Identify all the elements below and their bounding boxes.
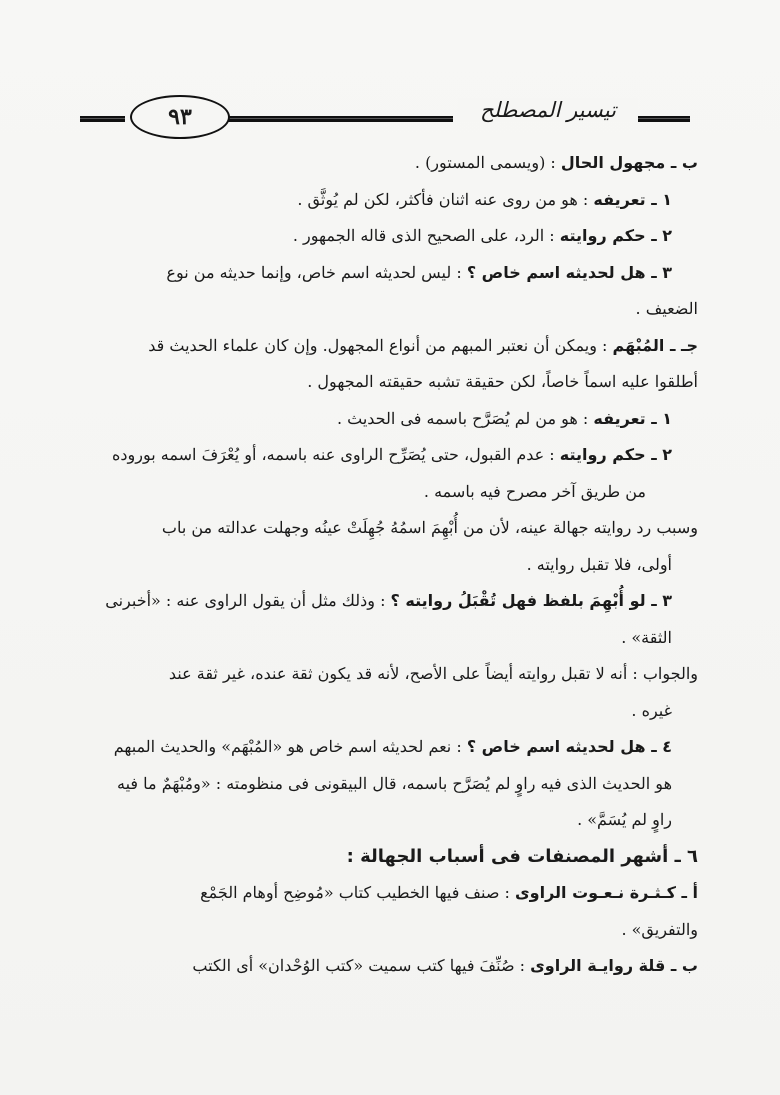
text-line: [80, 510, 698, 547]
line-lead: ٣ ـ لو أُبْهِمَ بلفظ فهل تُقْبَلُ روايته ؟: [390, 591, 672, 610]
text-line: [80, 729, 698, 766]
line-text: أولى، فلا تقبل روايته .: [526, 554, 672, 574]
text-line: [80, 218, 698, 255]
line-text: : هو من روى عنه اثنان فأكثر، لكن لم يُوثَّق .: [297, 189, 594, 209]
text-line: [80, 255, 698, 292]
text-line: [80, 474, 698, 511]
text-line: [80, 145, 698, 182]
text-line: [80, 547, 698, 584]
text-line: [80, 912, 698, 949]
text-line: [80, 437, 698, 474]
line-text: : وذلك مثل أن يقول الراوى عنه : «أخبرنى: [105, 591, 391, 610]
line-text: : عدم القبول، حتى يُصَرِّح الراوى عنه باسمه، أو يُعْرَفَ اسمه بوروده: [112, 445, 560, 464]
line-lead: أ ـ كـثـرة نـعـوت الراوى: [514, 883, 698, 902]
line-text: هو الحديث الذى فيه راوٍ لم يُصَرَّح باسمه، قال البيقونى فى منظومته : «ومُبْهَمٌ ما فيه: [117, 773, 672, 793]
text-line: [80, 656, 698, 693]
text-line: [80, 401, 698, 438]
line-lead: ٢ ـ حكم روايته: [559, 226, 672, 245]
line-lead: ١ ـ تعريفه: [593, 189, 672, 209]
line-text: والجواب : أنه لا تقبل روايته أيضاً على الأصح، لأنه قد يكون ثقة عنده، غير ثقة عند: [168, 664, 698, 683]
line-text: والتفريق» .: [621, 919, 698, 939]
line-text: : (ويسمى المستور) .: [414, 153, 561, 172]
line-text: : صنف فيها الخطيب كتاب «مُوضِح أوهام الجَمْع: [200, 883, 515, 902]
line-text: راوٍ لم يُسَمَّ» .: [577, 810, 672, 829]
line-text: : صُنِّفَ فيها كتب سميت «كتب الوُحْدان» أى الكتب: [192, 956, 531, 975]
line-text: : نعم لحديثه اسم خاص هو «المُبْهَم» والحديث المبهم: [113, 737, 467, 756]
running-title: تيسير المصطلح: [458, 98, 638, 122]
line-text: وسبب رد روايته جهالة عينه، لأن من أُبْهِمَ اسمُهُ جُهِلَتْ عينُه وجهلت عدالته من باب: [161, 518, 698, 537]
line-lead: ب ـ مجهول الحال: [560, 153, 698, 172]
text-line: [80, 583, 698, 620]
line-lead: ١ ـ تعريفه: [593, 408, 672, 428]
line-text: من طريق آخر مصرح فيه باسمه .: [423, 481, 646, 501]
page-header: [80, 92, 700, 142]
body-text: [80, 145, 698, 985]
text-line: [80, 948, 698, 985]
line-text: : ليس لحديثه اسم خاص، وإنما حديثه من نوع: [166, 262, 467, 282]
line-text: الضعيف .: [635, 299, 698, 318]
text-line: [80, 291, 698, 328]
line-lead: ٤ ـ هل لحديثه اسم خاص ؟: [466, 737, 672, 756]
text-line: [80, 875, 698, 912]
section-heading: [80, 839, 698, 876]
line-text: غيره .: [631, 700, 672, 720]
text-line: [80, 182, 698, 219]
line-text: : الرد، على الصحيح الذى قاله الجمهور .: [292, 226, 560, 245]
line-lead: جـ ـ المُبْهَم: [612, 335, 698, 355]
line-text: الثقة» .: [621, 627, 672, 647]
text-line: [80, 364, 698, 401]
line-lead: ب ـ قلة روايـة الراوى: [530, 956, 698, 975]
line-lead: ٣ ـ هل لحديثه اسم خاص ؟: [466, 262, 672, 282]
line-text: : هو من لم يُصَرَّح باسمه فى الحديث .: [336, 408, 594, 428]
line-lead: ٢ ـ حكم روايته: [559, 445, 672, 464]
line-text: أطلقوا عليه اسماً خاصاً، لكن حقيقة تشبه حقيقته المجهول .: [307, 372, 698, 391]
page-number: ٩٣: [130, 95, 230, 139]
text-line: [80, 766, 698, 803]
line-text: : ويمكن أن نعتبر المبهم من أنواع المجهول. وإن كان علماء الحديث قد: [148, 335, 613, 355]
text-line: [80, 620, 698, 657]
text-line: [80, 693, 698, 730]
text-line: [80, 328, 698, 365]
text-line: [80, 802, 698, 839]
line-text: ٦ ـ أشهر المصنفات فى أسباب الجهالة :: [346, 845, 698, 867]
header-rule-left: [80, 116, 125, 122]
